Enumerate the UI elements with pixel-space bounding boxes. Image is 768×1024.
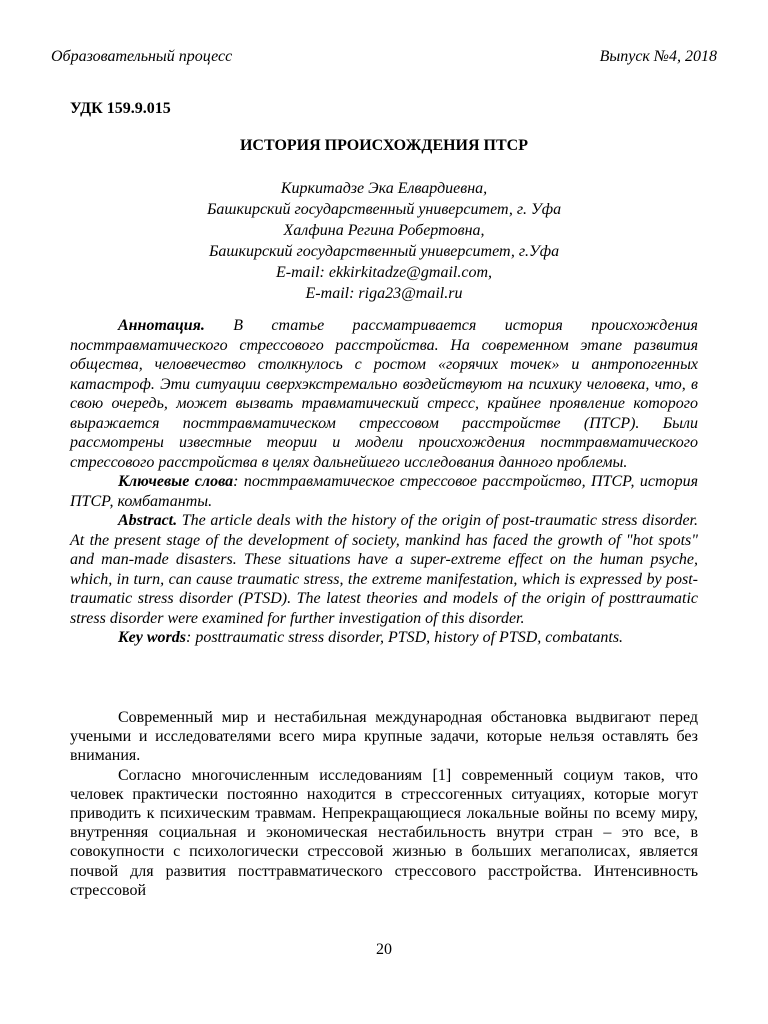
author-line: Киркитадзе Эка Елвардиевна, xyxy=(280,180,488,197)
author-line: Халфина Регина Робертовна, xyxy=(283,222,485,239)
keywords-ru-paragraph xyxy=(70,472,698,511)
keywords-en-text: : posttraumatic stress disorder, PTSD, history of PTSD, combatants. xyxy=(186,629,624,646)
keywords-ru-text: : посттравматическое стрессовое расстройство, ПТСР, история ПТСР, комбатанты. xyxy=(70,473,698,510)
annotation-paragraph xyxy=(70,316,698,472)
keywords-en-paragraph xyxy=(70,628,698,648)
keywords-ru-label: Ключевые слова xyxy=(118,473,234,490)
abstract-en-label: Abstract. xyxy=(118,512,178,529)
body-paragraph: Согласно многочисленным исследованиям [1] современный социум таков, что человек практически постоянно находится в стрессогенных ситуациях, которые могут приводить к психическим травмам. Непрекращающиеся локальные войны по всему миру, внутренняя социальная и экономическая нестабильность внутри стран – это все, в совокупности с психологически стрессовой жизнью в больших мегаполисах, является почвой для развития посттравматического стрессового расстройства. Интенсивность стрессовой xyxy=(70,766,698,899)
body-text xyxy=(70,708,698,900)
annotation-text: В статье рассматривается история происхождения посттравматического стрессового расстройства. На современном этапе развития общества, человечество столкнулось с ростом «горячих точек» и антропогенных катастроф. Эти ситуации сверхэкстремально воздействуют на психику человека, что, в свою очередь, может вызвать травматический стресс, крайнее проявление которого выражается посттравматическом стрессовом расстройстве (ПТСР). Были рассмотрены известные теории и модели происхождения посттравматического стрессового расстройства в целях дальнейшего исследования данного проблемы. xyxy=(70,317,698,471)
abstract-en-text: The article deals with the history of the origin of post-traumatic stress disorder. At the present stage of the development of society, mankind has faced the growth of "hot spots" and man-made disasters. These situations have a super-extreme effect on the human psyche, which, in turn, can cause traumatic stress, the extreme manifestation, which is expressed by post-traumatic stress disorder (PTSD). The latest theories and models of the origin of posttraumatic stress disorder were examined for further investigation of this disorder. xyxy=(70,512,698,627)
body-paragraph: Современный мир и нестабильная международная обстановка выдвигают перед учеными и исследователями всего мира крупные задачи, которые нельзя оставлять без внимания. xyxy=(70,709,698,765)
author-line: Башкирский государственный университет, г. Уфа xyxy=(206,201,562,218)
page-number: 20 xyxy=(376,941,392,958)
journal-name: Образовательный процесс xyxy=(51,48,233,65)
keywords-en-label: Key words xyxy=(118,629,186,646)
issue-info: Выпуск №4, 2018 xyxy=(599,48,717,65)
annotation-label: Аннотация. xyxy=(118,317,205,334)
abstract-en-paragraph xyxy=(70,511,698,628)
abstract-section xyxy=(70,316,698,648)
author-block xyxy=(70,178,698,304)
author-line: Башкирский государственный университет, г.Уфа xyxy=(208,243,560,260)
udk-code: УДК 159.9.015 xyxy=(70,100,171,117)
author-email: E-mail: ekkirkitadze@gmail.com, xyxy=(276,264,492,281)
author-email: E-mail: riga23@mail.ru xyxy=(305,285,463,302)
article-title: ИСТОРИЯ ПРОИСХОЖДЕНИЯ ПТСР xyxy=(239,137,528,154)
